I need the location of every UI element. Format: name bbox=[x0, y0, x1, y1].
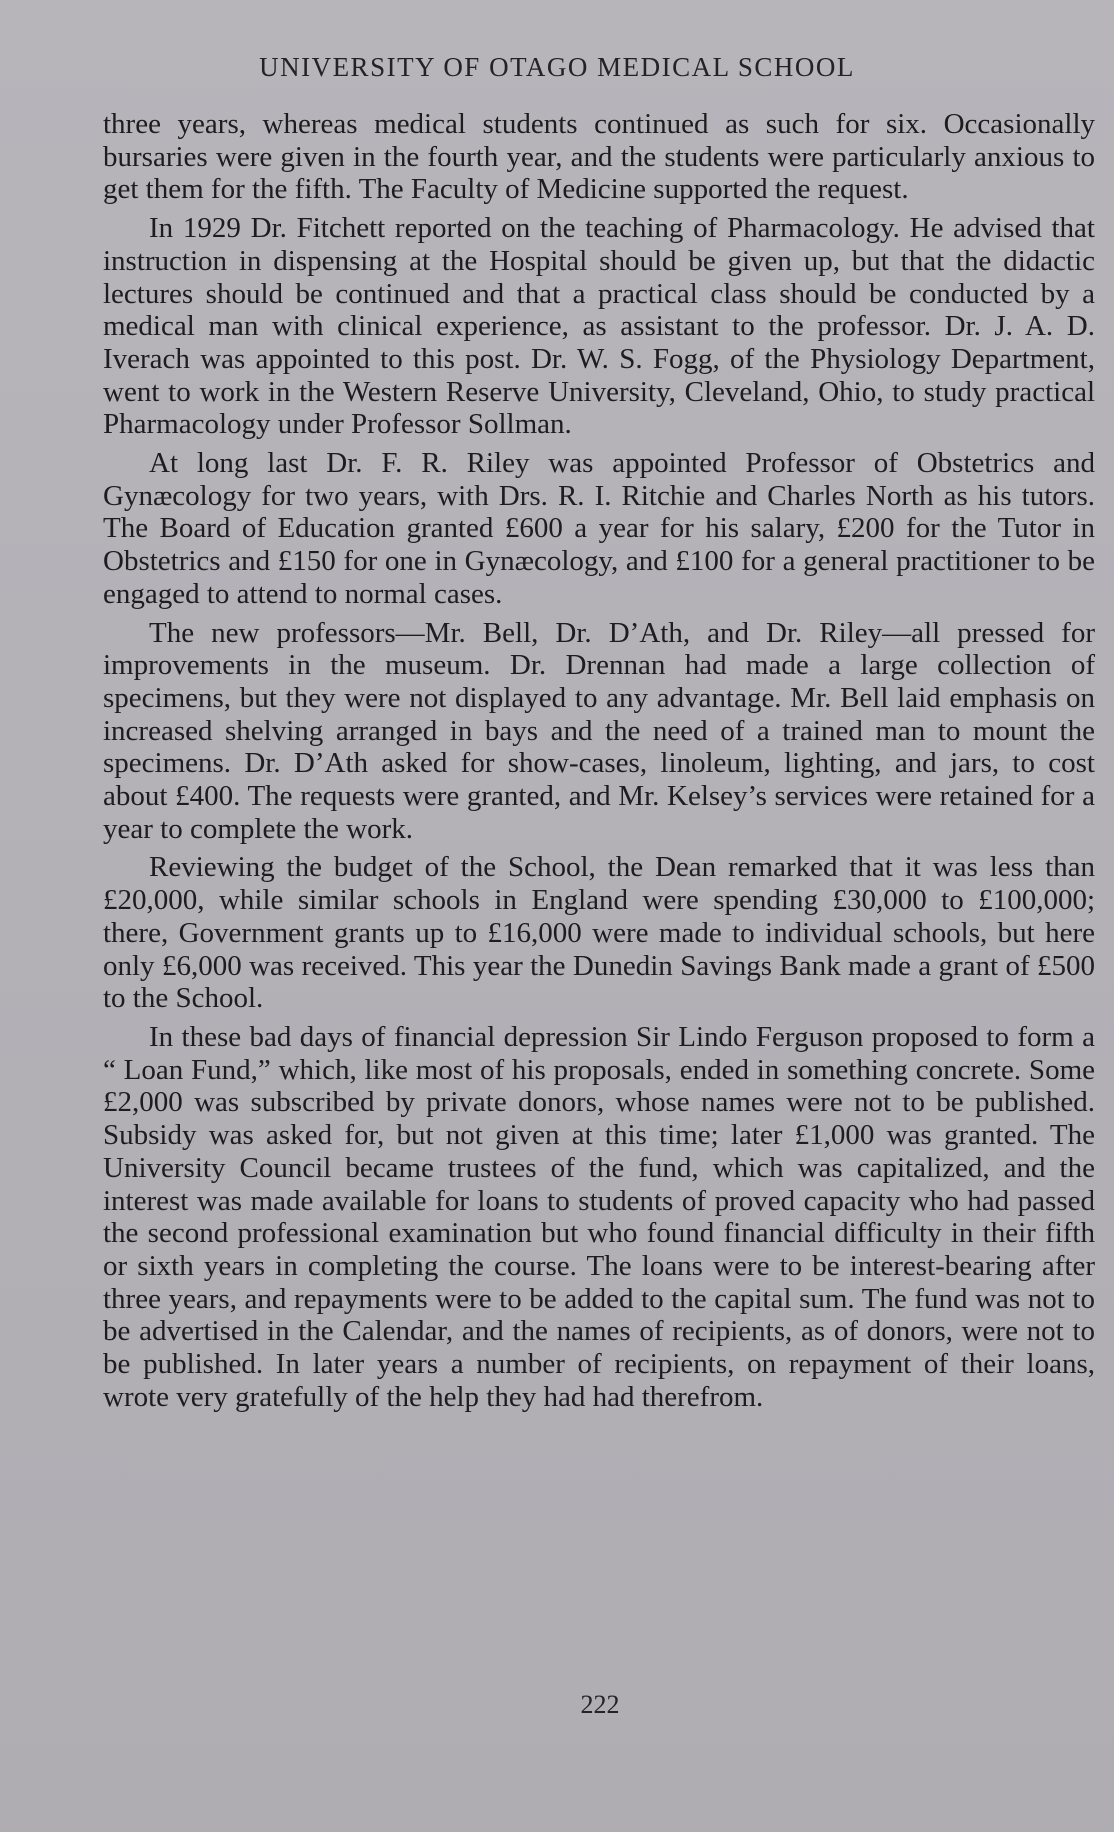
paragraph-museum: The new professors—Mr. Bell, Dr. D’Ath, and Dr. Riley—all pressed for improvements in the museum. Dr. Drennan had made a large collection of specimens, but they were not displayed to any advantage. Mr. Bell laid emphasis on increased shelving arranged in bays and the need of a trained man to mount the specimens. Dr. D’Ath asked for show-cases, linoleum, lighting, and jars, to cost about £400. The requests were granted, and Mr. Kelsey’s services were retained for a year to complete the work. bbox=[103, 616, 1095, 845]
paragraph-obstetrics: At long last Dr. F. R. Riley was appointed Professor of Obstetrics and Gynæcology for two years, with Drs. R. I. Ritchie and Charles North as his tutors. The Board of Education granted £600 a year for his salary, £200 for the Tutor in Obstetrics and £150 for one in Gynæcology, and £100 for a general practitioner to be engaged to attend to normal cases. bbox=[103, 447, 1095, 610]
running-header: UNIVERSITY OF OTAGO MEDICAL SCHOOL bbox=[259, 52, 855, 82]
paragraph-continuation: three years, whereas medical students continued as such for six. Occasionally bursaries were given in the fourth year, and the students were particularly anxious to get them for the fifth. The Faculty of Medicine supported the request. bbox=[103, 108, 1095, 206]
paragraph-pharmacology: In 1929 Dr. Fitchett reported on the teaching of Pharmacology. He advised that instruction in dispensing at the Hospital should be given up, but that the didactic lectures should be continued and that a practical class should be conducted by a medical man with clinical experience, as assistant to the professor. Dr. J. A. D. Iverach was appointed to this post. Dr. W. S. Fogg, of the Physiology Department, went to work in the Western Reserve University, Cleveland, Ohio, to study practical Pharmacology under Professor Sollman. bbox=[103, 212, 1095, 441]
body-text bbox=[103, 108, 1095, 1419]
paragraph-budget: Reviewing the budget of the School, the Dean remarked that it was less than £20,000, while similar schools in England were spending £30,000 to £100,000; there, Government grants up to £16,000 were made to individual schools, but here only £6,000 was received. This year the Dunedin Savings Bank made a grant of £500 to the School. bbox=[103, 851, 1095, 1015]
paragraph-loan-fund: In these bad days of financial depression Sir Lindo Ferguson proposed to form a “ Loan Fund,” which, like most of his proposals, ended in something concrete. Some £2,000 was subscribed by private donors, whose names were not to be published. Subsidy was asked for, but not given at this time; later £1,000 was granted. The University Council became trustees of the fund, which was capitalized, and the interest was made available for loans to students of proved capacity who had passed the second professional examination but who found financial difficulty in their fifth or sixth years in completing the course. The loans were to be interest-bearing after three years, and repayments were to be added to the capital sum. The fund was not to be advertised in the Calendar, and the names of recipients, as of donors, were not to be published. In later years a number of recipients, on repayment of their loans, wrote very gratefully of the help they had had therefrom. bbox=[103, 1020, 1095, 1413]
page-number: 222 bbox=[580, 1690, 620, 1719]
